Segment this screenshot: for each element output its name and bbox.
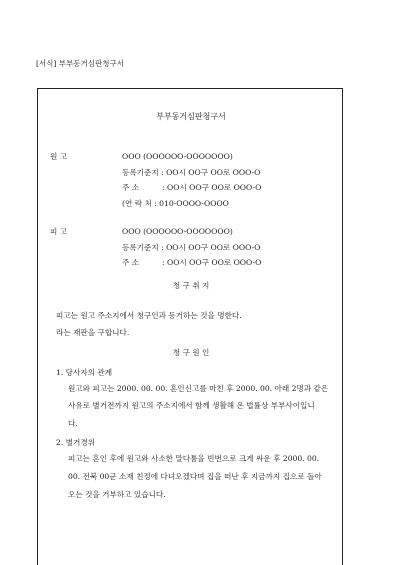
- document-title: 부부동거심판청구서: [156, 112, 226, 121]
- defendant-name: OOO (OOOOOO-OOOOOOO): [122, 227, 233, 236]
- reason-2-line: 00. 전북 00군 소재 친정에 다녀오겠다며 집을 떠난 후 지금까지 집으로 돌아: [68, 472, 322, 481]
- plaintiff-phone: (연 락 처 : 010-OOOO-OOOO: [122, 199, 229, 208]
- defendant-registration-address: 등록기준지 : OO시 OO구 OO로 OOO-O: [122, 243, 261, 252]
- reason-2-line: 오는 것을 거부하고 있습니다.: [68, 490, 166, 499]
- claim-line: 피고는 원고 주소지에서 청구인과 동거하는 것을 명한다.: [56, 311, 242, 320]
- plaintiff-address-label: 주 소: [122, 183, 140, 192]
- reason-1-line: 다.: [68, 419, 78, 428]
- reason-1-title: 1. 당사자의 관계: [56, 368, 113, 377]
- claim-line: 라는 재판을 구합니다.: [56, 328, 130, 337]
- plaintiff-role-label: 원 고: [50, 152, 68, 161]
- form-caption: [서식] 부부동거심판청구서: [36, 59, 124, 68]
- defendant-role-label: 피 고: [50, 227, 68, 236]
- plaintiff-name: OOO (OOOOOO-OOOOOOO): [122, 152, 233, 161]
- reason-heading: 청 구 원 인: [172, 348, 210, 357]
- defendant-address-label: 주 소: [122, 258, 140, 267]
- document-frame: [37, 88, 343, 565]
- reason-2-title: 2. 별거경위: [56, 438, 96, 447]
- plaintiff-registration-address: 등록기준지 : OO시 OO구 OO로 OOO-O: [122, 168, 261, 177]
- claim-heading: 청 구 취 지: [172, 281, 210, 290]
- reason-1-line: 사유로 별거전까지 원고의 주소지에서 함께 생활해 온 법률상 부부사이입니: [68, 401, 315, 410]
- plaintiff-address: : OO시 OO구 OO로 OOO-O: [162, 183, 262, 192]
- reason-2-line: 피고는 혼인 후에 원고와 사소한 말다툼을 빈번으로 크게 싸운 후 2000. 00.: [68, 454, 320, 463]
- defendant-address: : OO시 OO구 OO로 OOO-O: [162, 258, 262, 267]
- reason-1-line: 원고와 피고는 2000. 00. 00. 혼인신고를 마친 후 2000. 00. 아래 2명과 같은: [68, 384, 329, 393]
